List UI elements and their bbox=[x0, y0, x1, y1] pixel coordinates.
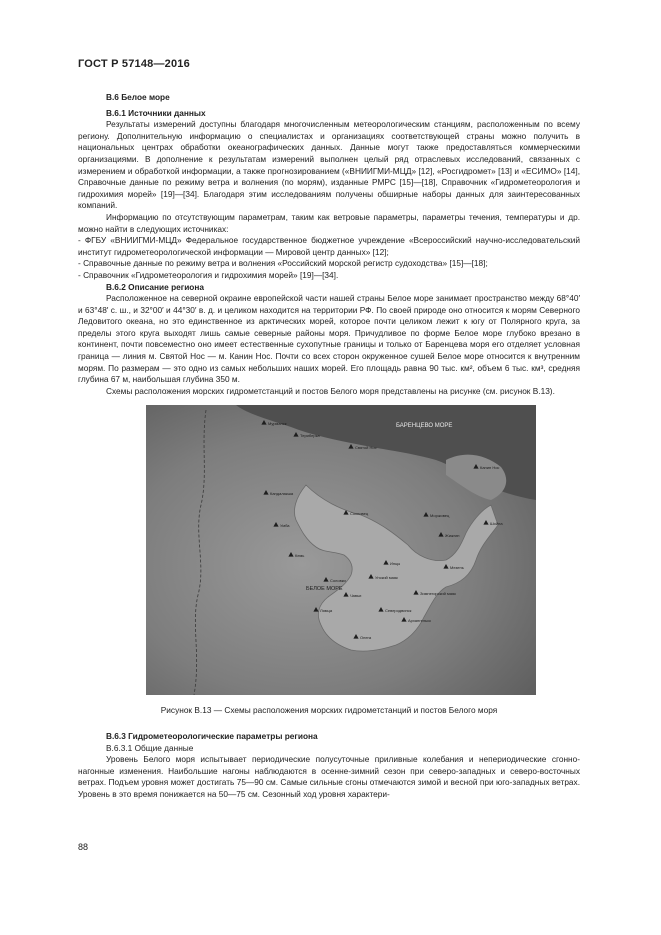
subsection-title-b63: В.6.3 Гидрометеорологические параметры региона bbox=[106, 731, 318, 742]
list-item-source-2: - Справочные данные по режиму ветра и волнения «Российский морской регистр судоходства» [15]—[18]; bbox=[78, 258, 488, 269]
page-number: 88 bbox=[78, 842, 89, 852]
paragraph-region-description: Расположенное на северной окраине европейской части нашей страны Белое море занимает пространство между 68°40′ и 63°48′ с. ш., и 32°00′ и 44°30′ в. д. и целиком находится на территории РФ. По своей природе оно относится к морям Северного Ледовитого океана, но это единственное из арктических морей, которое почти целиком лежит к югу от Полярного круга, за пределы этого круга выходят лишь самые северные районы моря. Причудливое по форме Белое море глубоко врезано в континент, почти повсеместно оно имеет естественные сухопутные границы и только от Баренцева моря его отделяет условная граница — линия м. Святой Нос — м. Канин Нос. Почти со всех сторон окруженное сушей Белое море относится к внутренним морям. По размерам — это одно из самых небольших наших морей. Его площадь равна 90 тыс. км², объем 6 тыс. км³, средняя глубина 67 м, наибольшая глубина 350 м. bbox=[78, 293, 580, 385]
station-label: Чавьи bbox=[350, 593, 362, 599]
section-title-b6: В.6 Белое море bbox=[106, 92, 170, 102]
barents-sea-label: БАРЕНЦЕВО МОРЕ bbox=[396, 423, 453, 430]
paragraph-missing-parameters: Информацию по отсутствующим параметрам, таким как ветровые параметры, параметры течения, температуры и др. можно найти в следующих источниках: bbox=[78, 211, 580, 234]
station-label: Жижгин bbox=[445, 533, 460, 539]
white-sea-stations-map bbox=[146, 405, 536, 695]
paragraph-data-sources: Результаты измерений доступны благодаря многочисленным метеорологическим станциям, расположенным по всему региону. Дополнительную информацию о специалистах и организациях соответствующей страны можно получить в национальных центрах обработки океанографических данных. Данные могут также предоставляться коммерческими организациями. В дополнение к результатам измерений выполнен целый ряд отраслевых исследований, связанных с измерением и обработкой информации, а также прогнозированием («ВНИИГМИ-МЦД» [12], «Росгидромет» [13] и «ЕСИМО» [14], Справочные данные по режиму ветра и волнения (по морям), изданные РМРС [15]—[18], Справочник «Гидрометеорология и гидрохимия морей» [19]—[34]. Благодаря этим исследованиям получены обширные наборы данных для заинтересованных компаний. bbox=[78, 119, 580, 211]
paragraph-sea-level: Уровень Белого моря испытывает периодические полусуточные приливные колебания и непериодические сгонно-нагонные изменения. Наибольшие нагоны наблюдаются в осенне-зимний сезон при северо-западных и северо-восточных ветрах. Подъем уровня может достигать 75—90 см. Самые сильные сгоны отмечаются зимой и весной при юго-западных ветрах. Уровень в это время понижается на 50—75 см. Сезонный ход уровня характери- bbox=[78, 754, 580, 799]
station-label: Умба bbox=[280, 523, 290, 529]
subsection-title-b61: В.6.1 Источники данных bbox=[106, 107, 206, 118]
paragraph-figure-reference: Схемы расположения морских гидрометстанций и постов Белого моря представлены на рисунке (см. рисунок В.13). bbox=[106, 385, 555, 396]
station-label: Святой Нос bbox=[355, 445, 377, 451]
station-label: Шойна bbox=[490, 521, 503, 527]
station-label: Мурманск bbox=[268, 421, 287, 427]
subsubsection-title-b631: В.6.3.1 Общие данные bbox=[106, 742, 194, 753]
subsection-title-b62: В.6.2 Описание региона bbox=[106, 281, 204, 292]
list-item-source-1: - ФГБУ «ВНИИГМИ-МЦД» Федеральное государственное бюджетное учреждение «Всероссийский научно-исследовательский институт гидрометеорологической информации — Мировой центр данных» [12]; bbox=[78, 235, 580, 257]
station-label: Унский маяк bbox=[375, 575, 398, 581]
figure-caption: Рисунок В.13 — Схемы расположения морских гидрометстанций и постов Белого моря bbox=[160, 705, 498, 716]
station-label: Лямца bbox=[320, 608, 333, 614]
station-label: Соловки bbox=[330, 578, 346, 584]
station-label: Северодвинск bbox=[385, 608, 412, 614]
station-label: Сосновец bbox=[350, 511, 369, 517]
document-standard-header: ГОСТ Р 57148—2016 bbox=[78, 58, 190, 70]
station-label: Зимнегорский маяк bbox=[420, 591, 456, 597]
station-label: Канин Нос bbox=[480, 465, 500, 471]
list-item-source-3: - Справочник «Гидрометеорология и гидрохимия морей» [19]—[34]. bbox=[78, 269, 339, 280]
station-label: Онега bbox=[360, 635, 372, 641]
white-sea-label: БЕЛОЕ МОРЕ bbox=[306, 586, 343, 593]
station-label: Кандалакша bbox=[270, 491, 294, 497]
station-label: Териберка bbox=[300, 433, 320, 439]
station-label: Мезень bbox=[450, 565, 464, 571]
station-label: Инцы bbox=[390, 561, 401, 567]
station-label: Кемь bbox=[295, 553, 305, 559]
station-label: Моржовец bbox=[430, 513, 450, 519]
page-content bbox=[78, 92, 580, 801]
station-label: Архангельск bbox=[408, 618, 431, 624]
